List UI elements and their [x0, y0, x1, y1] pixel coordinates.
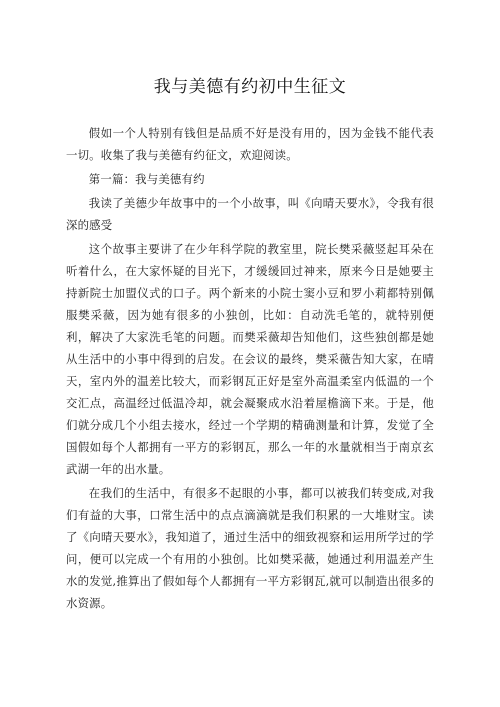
- document-body: [66, 122, 434, 616]
- section-heading: 第一篇：我与美德有约: [88, 172, 205, 186]
- body-paragraph: 我读了美德少年故事中的一个小故事，叫《向晴天要水》，令我有很深的感受: [66, 196, 434, 232]
- intro-paragraph: 假如一个人特别有钱但是品质不好是没有用的，因为金钱不能代表一切。收集了我与美德有约征文，欢迎阅读。: [66, 126, 434, 162]
- body-paragraph: 在我们的生活中，有很多不起眼的小事，都可以被我们转变成,对我们有益的大事，口常生活中的点点滴滴就是我们积累的一大堆财宝。读了《向晴天要水》，我知道了，通过生活中的细致视察和运用所学过的学问，便可以完成一个有用的小独创。比如樊采薇，她通过利用温差产生水的发觉,推算出了假如每个人都拥有一平方彩钢瓦,就可以制造出很多的水资源。: [66, 486, 434, 610]
- document-title: 我与美德有约初中生征文: [153, 77, 347, 97]
- body-paragraph: 这个故事主要讲了在少年科学院的教室里，院长樊采薇竖起耳朵在听着什么，在大家怀疑的目光下，才缓缓回过神来，原来今日是她要主持新院士加盟仪式的口子。两个新来的小院士窦小豆和罗小莉都特别佩服樊采薇，因为她有很多的小独创，比如：自动洗毛笔的，就特别便利，解决了大家洗毛笔的问题。而樊采薇却告知他们，这些独创都是她从生活中的小事中得到的启发。在会议的最终，樊采薇告知大家，在晴天，室内外的温差比较大，而彩钢瓦正好是室外高温柔室内低温的一个交汇点，高温经过低温冷却，就会凝聚成水沿着屋檐滴下来。于是，他们就分成几个小组去接水，经过一个学期的精确测量和计算，发觉了全国假如每个人都拥有一平方的彩钢瓦，那么一年的水量就相当于南京玄武湖一年的出水量。: [66, 242, 434, 476]
